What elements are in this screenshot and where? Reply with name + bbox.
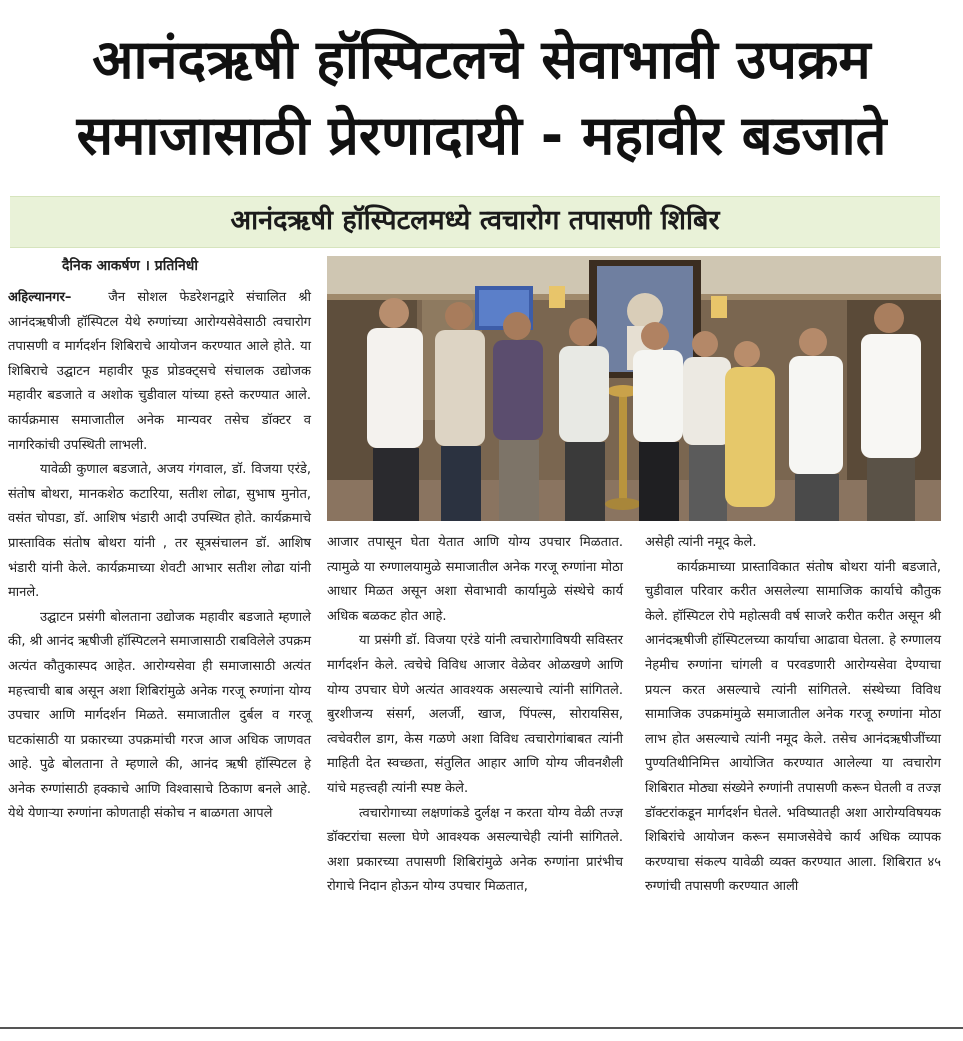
bottom-rule <box>0 1027 963 1029</box>
paragraph: उद्घाटन प्रसंगी बोलताना उद्योजक महावीर बडजाते म्हणाले की, श्री आनंद ऋषीजी हॉस्पिटलने समाजासाठी राबविलेले उपक्रम अत्यंत कौतुकास्पद आहेत. आरोग्यसेवा ही समाजासाठी अत्यंत महत्त्वाची बाब असून अशा शिबिरांमुळे अनेक गरजू रुग्णांना योग्य उपचार आणि मार्गदर्शन मिळते. समाजातील दुर्बल व गरजू घटकांसाठी या प्रकारच्या उपक्रमांची गरज आज अधिक जाणवत आहे. पुढे बोलताना ते म्हणाले की, आनंद ऋषी हॉस्पिटल हे अनेक रुग्णांसाठी हक्काचे आणि विश्वासाचे ठिकाण बनले आहे. येथे येणाऱ्या रुग्णांना कोणताही संकोच न बाळगता आपले <box>8 609 311 822</box>
paragraph: आजार तपासून घेता येतात आणि योग्य उपचार मिळतात. त्यामुळे या रुग्णालयामुळे समाजातील अनेक गरजू रुग्णांना मोठा आधार मिळत असून अशा सेवाभावी कार्यामुळे संस्थेचे कार्य अधिक बळकट होत आहे. <box>327 535 623 624</box>
paragraph: कार्यक्रमाच्या प्रास्ताविकात संतोष बोथरा यांनी बडजाते, चुडीवाल परिवार करीत असलेल्या सामाजिक कार्याचे कौतुक केले. हॉस्पिटल रोपे महोत्सवी वर्ष साजरे करीत करीत असून श्री आनंदऋषीजी हॉस्पिटलच्या कार्याचा आढावा घेतला. हे रुग्णालय नेहमीच रुग्णांना चांगली व परवडणारी आरोग्यसेवा देण्याचा प्रयत्न करत असल्याचे त्यांनी सांगितले. संस्थेच्या विविध सामाजिक उपक्रमांमुळे समाजातील अनेक गरजू रुग्णांना मोठा लाभ होत असल्याचे त्यांनी नमूद केले. तसेच आनंदऋषीजींच्या पुण्यतिथीनिमित्त आयोजित करण्यात आलेल्या या त्वचारोग शिबिरात मोठ्या संख्येने रुग्णांनी तपासणी करून घेतली व तज्ज्ञ डॉक्टरांकडून मार्गदर्शन घेतले. भविष्यातही अशा आरोग्यविषयक शिबिरांचे आयोजन करून समाजसेवेचे कार्य अधिक व्यापक करण्याचा संकल्प यावेळी व्यक्त करण्यात आला. शिबिरात ४५ रुग्णांची तपासणी करण्यात आली <box>645 559 941 895</box>
paragraph: यावेळी कुणाल बडजाते, अजय गंगवाल, डॉ. विजया एरंडे, संतोष बोथरा, मानकशेठ कटारिया, सतीश लोढा, सुभाष मुनोत, वसंत चोपडा, डॉ. आशिष भंडारी आदी उपस्थित होते. कार्यक्रमाचे प्रास्ताविक संतोष बोथरा यांनी , तर सूत्रसंचालन डॉ. आशिष भंडारी यांनी केले. कार्यक्रमाच्या शेवटी आभार सतीश लोढा यांनी मानले. <box>8 462 311 601</box>
article-column-2 <box>327 531 623 900</box>
paragraph: त्वचारोगाच्या लक्षणांकडे दुर्लक्ष न करता योग्य वेळी तज्ज्ञ डॉक्टरांचा सल्ला घेणे आवश्यक असल्याचेही त्यांनी सांगितले. अशा प्रकारच्या तपासणी शिबिरांमुळे अनेक रुग्णांना प्रारंभीच रोगाचे निदान होऊन योग्य उपचार मिळतात, <box>327 805 623 895</box>
paragraph: या प्रसंगी डॉ. विजया एरंडे यांनी त्वचारोगाविषयी सविस्तर मार्गदर्शन केले. त्वचेचे विविध आजार वेळेवर ओळखणे आणि योग्य उपचार घेणे अत्यंत आवश्यक असल्याचे त्यांनी सांगितले. बुरशीजन्य संसर्ग, अलर्जी, खाज, पिंपल्स, सोरायसिस, त्वचेवरील डाग, केस गळणे अशा विविध त्वचारोगांबाबत त्यांनी माहिती देत स्वच्छता, संतुलित आहार आणि योग्य जीवनशैली यांचे महत्त्वही त्यांनी स्पष्ट केले. <box>327 633 623 796</box>
event-photo-illustration <box>327 256 941 521</box>
article-column-3 <box>645 531 941 900</box>
headline-line-1: आनंदऋषी हॉस्पिटलचे सेवाभावी उपक्रम <box>92 28 871 91</box>
event-photo <box>327 256 941 521</box>
dateline: अहिल्यानगर– <box>8 290 72 305</box>
headline-line-2: समाजासाठी प्रेरणादायी - महावीर बडजाते <box>76 104 887 167</box>
paragraph-text: जैन सोशल फेडरेशनद्वारे संचालित श्री आनंदऋषीजी हॉस्पिटल येथे रुग्णांच्या आरोग्यसेवेसाठी त्वचारोग तपासणी व मार्गदर्शन शिबिराचे आयोजन करण्यात आले होते. या शिबिराचे उद्घाटन महावीर फूड प्रोडक्ट्सचे संचालक उद्योजक महावीर बडजाते व अशोक चुडीवाल यांच्या हस्ते करण्यात आले. कार्यक्रमास समाजातील अनेक मान्यवर तसेच डॉक्टर व नागरिकांची उपस्थिती लाभली. <box>8 290 312 453</box>
paragraph <box>8 286 311 458</box>
byline: दैनिक आकर्षण । प्रतिनिधी <box>62 258 198 274</box>
headline <box>0 22 963 174</box>
article-column-1 <box>8 286 311 827</box>
paragraph: असेही त्यांनी नमूद केले. <box>645 535 757 550</box>
subheadline: आनंदऋषी हॉस्पिटलमध्ये त्वचारोग तपासणी शिबिर <box>230 205 720 236</box>
